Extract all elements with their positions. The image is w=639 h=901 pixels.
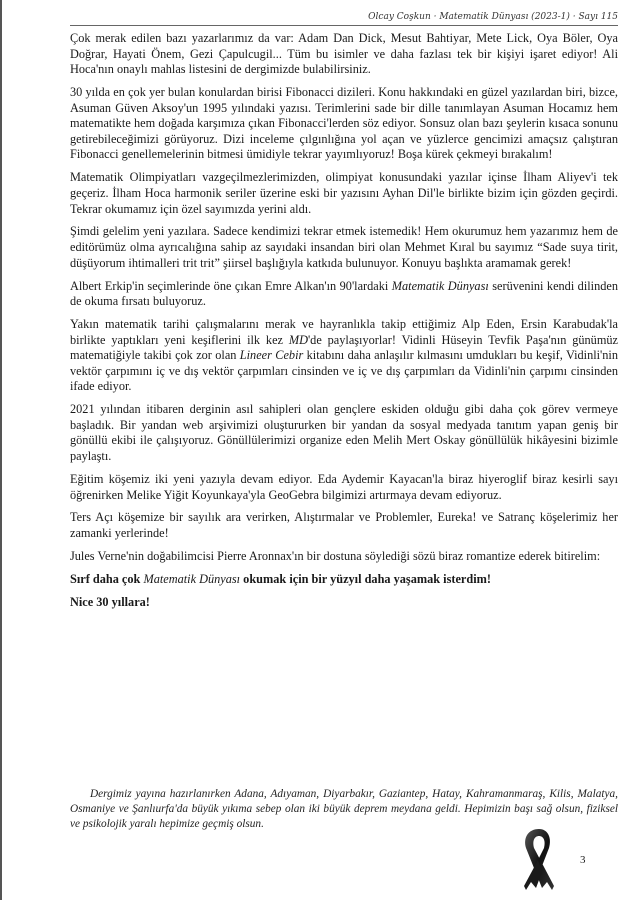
text-segment: Yakın matematik tarihi çalışmalarını merak ve hayranlıkla takip ettiğimiz Alp Eden, Ersin Karabudak'la birlikte yaptıkları yeni keşiflerini ilk kez xyxy=(70,316,618,347)
text-segment: Sırf daha çok xyxy=(70,571,144,586)
text-segment: 'de paylaşıyorlar! Vidinli Hüseyin Tevfik Paşa'nın günümüz matematiğiyle takibi çok zor olan xyxy=(70,332,619,363)
running-header: Olcay Coşkun · Matematik Dünyası (2023-1) · Sayı 115 xyxy=(70,12,618,26)
text-segment: okumak için bir yüzyıl daha yaşamak isterdim! xyxy=(240,571,491,586)
text-segment: kitabını daha anlaşılır kılmasını umdukları bu keşif, Vidinli'nin vektör çarpımını iç ve dış vektör çarpımları cinsinden ve iç ve dış çarpımları da Vidinli'nin çarpımı cinsinden ifade ediyor. xyxy=(70,348,618,394)
editorial-body xyxy=(70,31,618,618)
closing-line: Nice 30 yıllara! xyxy=(70,594,150,609)
quote-line xyxy=(70,572,618,588)
paragraph-volunteers: 2021 yılından itibaren derginin asıl sahipleri olan gençlere eskiden olduğu gibi daha çok görev vermeye başladık. Bir yandan web arşivimizi oluştururken bir yandan da sosyal medyada tanıtım yapan geniş bir gönüllü ekibi ile çalışıyoruz. Gönüllülerimizi organize eden Melih Mert Oskay gönüllülük hikâyesini bizimle paylaştı. xyxy=(70,402,618,464)
paragraph-olympiad: Matematik Olimpiyatları vazgeçilmezlerimizden, olimpiyat konusundaki yazılar içinse İlham Aliyev'i tek geçeriz. İlham Hoca harmonik seriler üzerine eski bir yazısını Ayhan Dil'le birlikte bizim için gözden geçirdi. Tekrar okumamız için özel sayımızda yerini aldı. xyxy=(70,170,618,216)
paragraph-education: Eğitim köşemiz iki yeni yazıyla devam ediyor. Eda Aydemir Kayacan'la biraz hiyeroglif biraz kesirli sayı öğrenirken Melike Yiğit Koyunkaya'yla GeoGebra bilgimizi artırmaya devam ediyoruz. xyxy=(70,471,618,502)
magazine-title: Matematik Dünyası xyxy=(143,571,241,586)
text-segment: Albert Erkip'in seçimlerinde öne çıkan Emre Alkan'ın 90'lardaki xyxy=(70,278,392,293)
paragraph-columns: Ters Açı köşemize bir sayılık ara verirken, Alıştırmalar ve Problemler, Eureka! ve Satranç köşelerimiz her zamanki yerlerinde! xyxy=(70,510,618,540)
paragraph-emre-alkan xyxy=(70,279,618,310)
paragraph-pen-names: Çok merak edilen bazı yazarlarımız da var: Adam Dan Dick, Mesut Bahtiyar, Mete Lick, Oya Böler, Oya Doğrar, Hayati Önem, Gezi Çapulcugil... Tüm bu isimler ve daha fazlası tek bir kişiyi işaret ediyor! Ali Hoca'nın onaylı mahlas listesini de dergimizde bulabilirsiniz. xyxy=(70,31,618,77)
paragraph-math-history xyxy=(70,317,618,395)
paragraph-jules-verne: Jules Verne'nin doğabilimcisi Pierre Aronnax'ın bir dostuna söylediği sözü biraz romantize ederek bitirelim: xyxy=(70,548,601,563)
black-ribbon-icon xyxy=(514,826,564,896)
md-abbrev: MD xyxy=(288,332,308,347)
earthquake-footnote: Dergimiz yayına hazırlanırken Adana, Adıyaman, Diyarbakır, Gaziantep, Hatay, Kahramanmaraş, Kilis, Malatya, Osmaniye ve Şanlıurfa'da büyük yıkıma sebep olan iki büyük deprem meydana geldi. Hepimizin başı sağ olsun, fiziksel ve psikolojik yaralı hepimize geçmiş olsun. xyxy=(70,788,618,830)
page-edge xyxy=(0,0,2,900)
page-number: 3 xyxy=(580,854,586,866)
text-segment: serüvenini kendi dilinden de okuma fırsatı buluyoruz. xyxy=(70,278,618,309)
book-title: Lineer Cebir xyxy=(239,348,304,363)
paragraph-fibonacci: 30 yılda en çok yer bulan konulardan birisi Fibonacci dizileri. Konu hakkındaki en güzel yazılardan biri, bizce, Asuman Güven Aksoy'un 1995 yılındaki yazısı. Terimlerini sade bir dille tanımlayan Asuman Hocamız hem matematikte hem doğada karşımıza çıkan Fibonacci'lerden söz ediyor. Sonsuz olan bazı şeylerin kısaca sonunu getirebileceğimizi görüyoruz. Dizi inceleme çılgınlığına yol açan ve yüzlerce gencimizi amaçsız çalıştıran Fibonacci genellemelerinin bitmesi ümidiyle tekrar yayımlıyoruz! Boşa kürek çekmeyi bırakalım! xyxy=(70,85,618,162)
magazine-title: Matematik Dünyası xyxy=(391,278,489,293)
paragraph-new-articles: Şimdi gelelim yeni yazılara. Sadece kendimizi tekrar etmek istemedik! Hem okurumuz hem yazarımız hem de editörümüz olma ayrıcalığına sahip az sayıdaki insandan biri olan Mehmet Kıral bu sayımız “Sade suya tirit, düşüyorum ihtimalleri trit trit” şiirsel başlığıyla katkıda bulunuyor. Konuyu başlıkta aramamak gerek! xyxy=(70,224,618,270)
